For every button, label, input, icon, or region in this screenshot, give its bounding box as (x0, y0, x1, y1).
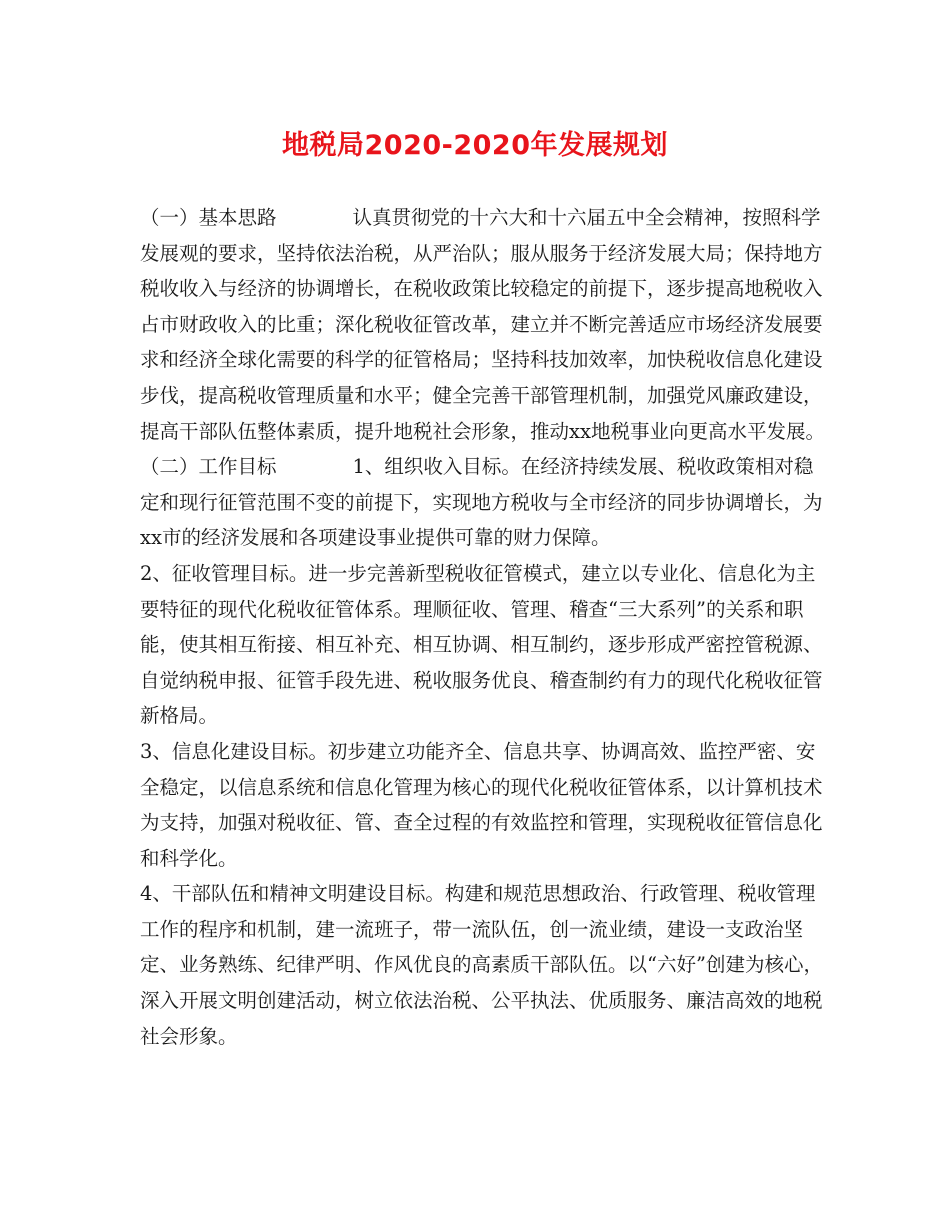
document-title: 地税局2020-2020年发展规划 (282, 130, 668, 161)
section-basic-approach (140, 200, 830, 449)
section-text: 认真贯彻党的十六大和十六届五中全会精神，按照科学发展观的要求，坚持依法治税，从严治队；服从服务于经济发展大局；保持地方税收收入与经济的协调增长，在税收政策比较稳定的前提下，逐步提高地税收入占市财政收入的比重；深化税收征管改革，建立并不断完善适应市场经济发展要求和经济全球化需要的科学的征管格局；坚持科技加效率，加快税收信息化建设步伐，提高税收管理质量和水平；健全完善干部管理机制，加强党风廉政建设，提高干部队伍整体素质，提升地税社会形象，推动xx地税事业向更高水平发展。 (140, 206, 825, 443)
section-work-goals (140, 449, 830, 556)
section-heading: （一）基本思路 (140, 206, 277, 229)
section-heading: （二）工作目标 (140, 455, 277, 479)
goal-item: 3、信息化建设目标。初步建立功能齐全、信息共享、协调高效、监控严密、安全稳定，以信息系统和信息化管理为核心的现代化税收征管体系，以计算机技术为支持，加强对税收征、管、查全过程的有效监控和管理，实现税收征管信息化和科学化。 (140, 739, 823, 870)
goal-item: 4、干部队伍和精神文明建设目标。构建和规范思想政治、行政管理、税收管理工作的程序和机制，建一流班子，带一流队伍，创一流业绩，建设一支政治坚定、业务熟练、纪律严明、作风优良的高素质干部队伍。以“六好”创建为核心，深入开展文明创建活动，树立依法治税、公平执法、优质服务、廉洁高效的地税社会形象。 (140, 882, 823, 1048)
section-text: 1、组织收入目标。在经济持续发展、税收政策相对稳定和现行征管范围不变的前提下，实现地方税收与全市经济的同步协调增长，为xx市的经济发展和各项建设事业提供可靠的财力保障。 (140, 455, 823, 550)
goal-item: 2、征收管理目标。进一步完善新型税收征管模式，建立以专业化、信息化为主要特征的现代化税收征管体系。理顺征收、管理、稽查“三大系列”的关系和职能，使其相互衔接、相互补充、相互协调、相互制约，逐步形成严密控管税源、自觉纳税申报、征管手段先进、税收服务优良、稽查制约有力的现代化税收征管新格局。 (140, 561, 823, 728)
document-body (140, 200, 830, 1054)
